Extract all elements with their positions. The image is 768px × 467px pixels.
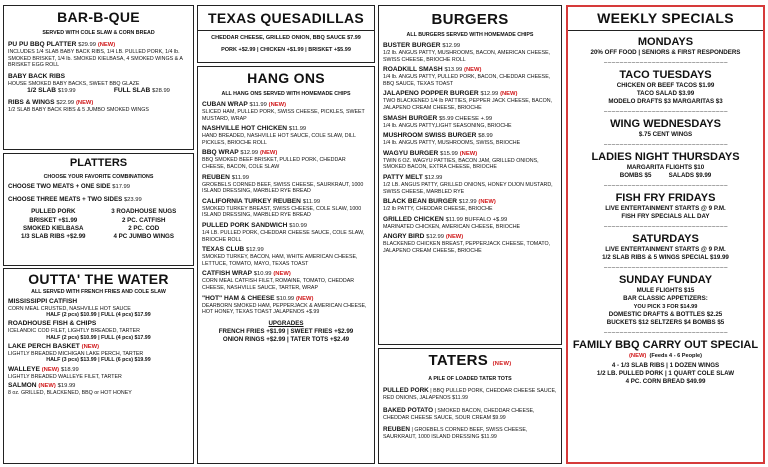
separator: – – – – – – – – – – – – – – – – – – – – – – – – – – – – – – –	[604, 60, 727, 66]
special-line: FISH FRY SPECIALS ALL DAY	[621, 213, 710, 220]
special-line: MULE FLIGHTS $15	[636, 287, 695, 294]
special-line: BOMBS $5 SALADS $9.99	[619, 172, 712, 179]
full-slab: FULL SLAB	[113, 87, 151, 95]
specials-title: WEEKLY SPECIALS	[597, 10, 734, 26]
carryout-line: 4 - 1/3 SLAB RIBS | 1 DOZEN WINGS	[611, 362, 720, 369]
option: 2 PC. CATFISH	[121, 216, 166, 224]
new-badge: (NEW)	[628, 353, 647, 359]
menu-item: GRILLED CHICKEN $11.99 BUFFALO +$.99 MARINATED CHICKEN, AMERICAN CHEESE, BRIOCHE	[383, 215, 521, 230]
menu-item: PULLED PORK SANDWICH $10.99 1/4 LB. PULLED PORK, CHEDDAR CHEESE SAUCE, COLE SLAW, BRIOCHE ROLL	[202, 221, 365, 243]
menu-item: BBQ WRAP $12.99 (NEW) BBQ SMOKED BEEF BRISKET, PULLED PORK, CHEDDAR CHEESE, BACON, COLE SLAW	[202, 149, 346, 170]
special-line: DOMESTIC DRAFTS & BOTTLES $2.25	[608, 311, 723, 318]
separator: – – – – – – – – – – – – – – – – – – – – – – – – – – – – – – –	[604, 330, 727, 336]
hangons-panel	[197, 66, 375, 464]
special-line: LIVE ENTERTAINMENT STARTS @ 9 P.M.	[605, 205, 726, 212]
menu-item: CATFISH WRAP $10.99 (NEW) CORN MEAL CATFISH FILET, ROMAINE, TOMATO, CHEDDAR CHEESE, NASHVILLE SAUCE, TARTER, WRAP	[202, 270, 355, 291]
carryout-line: 1/2 LB. PULLED PORK | 1 QUART COLE SLAW	[596, 370, 735, 377]
special-day: SATURDAYS	[632, 233, 699, 245]
half-slab: 1/2 SLAB	[27, 87, 57, 95]
combo-two-meats: CHOOSE TWO MEATS + ONE SIDE $17.99	[8, 183, 130, 190]
water-items	[4, 298, 193, 397]
menu-item: TEXAS CLUB $12.99 SMOKED TURKEY, BACON, HAM, WHITE AMERICAN CHEESE, LETTUCE, TOMATO, MAYO, TEXAS TOAST	[202, 246, 358, 267]
menu-item: CALIFORNIA TURKEY REUBEN $11.99 SMOKED TURKEY BREAST, SWISS CHEESE, COLE SLAW, 1000 ISLAND DRESSING, MARBLED RYE BREAD	[202, 197, 362, 219]
water-panel	[3, 268, 194, 464]
menu-item-pupu	[4, 41, 193, 69]
menu-item: PATTY MELT $12.99 1/2 LB. ANGUS PATTY, GRILLED ONIONS, HONEY DIJON MUSTARD, SWISS CHEESE, MARBLED RYE	[383, 173, 553, 195]
option: SMOKED KIELBASA	[22, 225, 84, 232]
menu-item: MUSHROOM SWISS BURGER $8.99 1/4 lb. ANGUS PATTY, MUSHROOMS, SWISS, BRIOCHE	[383, 132, 521, 147]
upgrades-line-2: ONION RINGS +$2.99 | TATER TOTS +$2.49	[222, 335, 350, 343]
menu-item: WAGYU BURGER $15.99 (NEW) TWIN 6 OZ. WAGYU PATTIES, BACON JAM, GRILLED ONIONS, SMOKED BACON, EXTRA CHEESE, BRIOCHE	[383, 149, 539, 171]
menu-item: REUBEN $11.99 GROEBELS CORNED BEEF, SWISS CHEESE, SAURKRAUT, 1000 ISLAND DRESSING, MARBLED RYE BREAD	[202, 173, 364, 195]
special-line: MARGARITA FLIGHTS $10	[626, 164, 705, 171]
menu-item: CUBAN WRAP $11.99 (NEW) SLICED HAM, PULLED PORK, SWISS CHEESE, PICKLES, SWEET MUSTARD, WRAP	[202, 101, 365, 122]
new-badge: (NEW)	[97, 42, 116, 48]
item-desc: HOUSE SMOKED BABY BACKS, SWEET BBQ GLAZE	[8, 80, 140, 87]
special-day: MONDAYS	[637, 36, 694, 48]
separator: – – – – – – – – – – – – – – – – – – – – – – – – – – – – – – –	[604, 109, 727, 115]
platters-subtitle: CHOOSE YOUR FAVORITE COMBINATIONS	[43, 174, 154, 180]
half-slab-price: $19.99	[57, 88, 76, 95]
combo-three-meats: CHOOSE THREE MEATS + TWO SIDES $23.99	[8, 195, 142, 203]
menu-item: PULLED PORK | BBQ PULLED PORK, CHEDDAR CHEESE SAUCE, RED ONIONS, JALAPENOS $11.99	[383, 387, 557, 401]
platters-panel	[3, 153, 194, 266]
menu-item: MISSISSIPPI CATFISH CORN MEAL CRUSTED, NASHVILLE HOT SAUCE HALF (2 pcs) $10.99 | FULL (4 pcs) $17.99	[8, 297, 151, 319]
separator: – – – – – – – – – – – – – – – – – – – – – – – – – – – – – – –	[604, 265, 727, 271]
hangons-title: HANG ONS	[247, 70, 325, 86]
option: 3 ROADHOUSE NUGS	[111, 208, 177, 216]
special-line: 20% OFF FOOD | SENIORS & FIRST RESPONDERS	[590, 49, 741, 56]
item-name: BABY BACK RIBS	[8, 72, 66, 80]
hangons-subtitle: ALL HANG ONS SERVED WITH HOMEMADE CHIPS	[221, 91, 351, 97]
menu-item-ribs-wings	[4, 99, 193, 114]
platters-title: PLATTERS	[69, 157, 128, 169]
taters-panel	[378, 348, 562, 464]
special-day: TACO TUESDAYS	[619, 69, 712, 81]
option: BRISKET +$1.99	[29, 216, 78, 224]
item-name: RIBS & WINGS	[8, 99, 55, 107]
special-line: BUCKETS $12 SELTZERS $4 BOMBS $5	[606, 319, 725, 326]
item-desc: INCLUDES 1/4 SLAB BABY BACK RIBS, 1/4 LB. PULLED PORK, 1/4 lb. SMOKED BRISKET, 1/4 lb. SMOKED KIELBASA, 4 SMOKED WINGS & A BRISKET EGG ROLL	[8, 49, 183, 69]
special-line: $.75 CENT WINGS	[638, 131, 693, 138]
separator: – – – – – – – – – – – – – – – – – – – – – – – – – – – – – – –	[604, 224, 727, 230]
platter-options-grid	[4, 208, 193, 242]
quesadillas-options: PORK +$2.99 | CHICKEN +$1.99 | BRISKET +$5.99	[221, 47, 351, 53]
menu-item: "HOT" HAM & CHEESE $10.99 (NEW) DEARBORN SMOKED HAM, PEPPERJACK & AMERICAN CHEESE, HOT HONEY, TEXAS TOAST JALAPENOS +$.99	[202, 294, 367, 316]
special-line: CHICKEN OR BEEF TACOS $1.99	[616, 82, 715, 89]
menu-item: ANGRY BIRD $12.99 (NEW) BLACKENED CHICKEN BREAST, PEPPERJACK CHEESE, TOMATO, JALAPENO CREAM CHEESE, BRIOCHE	[383, 233, 551, 254]
menu-item: SALMON (NEW) $19.99 8 oz. GRILLED, BLACKENED, BBQ or HOT HONEY	[8, 381, 132, 396]
quesadillas-panel	[197, 5, 375, 63]
option: 2 PC. COD	[128, 225, 160, 232]
new-badge: (NEW)	[492, 361, 512, 367]
quesadillas-desc: CHEDDAR CHEESE, GRILLED ONION, BBQ SAUCE $7.99	[211, 35, 361, 41]
menu-item: BLACK BEAN BURGER $12.99 (NEW) 1/2 lb PATTY, CHEDDAR CHEESE, BRIOCHE	[383, 198, 496, 213]
special-day: LADIES NIGHT THURSDAYS	[591, 151, 740, 163]
special-line: 1/2 SLAB RIBS & 5 WINGS SPECIAL $19.99	[602, 254, 729, 261]
taters-subtitle: A PILE OF LOADED TATER TOTS	[428, 376, 512, 382]
option: PULLED PORK	[31, 208, 76, 216]
bbq-panel	[3, 5, 194, 150]
carryout-feeds: (NEW) (Feeds 4 - 6 People)	[628, 353, 703, 359]
water-title: OUTTA' THE WATER	[28, 271, 169, 287]
menu-item: REUBEN | GROEBELS CORNED BEEF, SWISS CHEESE, SAURKRAUT, 1000 ISLAND DRESSING $11.99	[383, 426, 528, 441]
item-price: $29.99	[78, 42, 96, 48]
water-subtitle: ALL SERVED WITH FRENCH FRIES AND COLE SLAW	[31, 289, 166, 295]
taters-title: TATERS (NEW)	[428, 352, 512, 369]
separator: – – – – – – – – – – – – – – – – – – – – – – – – – – – – – – –	[604, 142, 727, 148]
item-price: $22.99	[56, 100, 75, 107]
bbq-title: BAR-B-QUE	[57, 9, 140, 25]
menu-item: NASHVILLE HOT CHICKEN $11.99 HAND BREADED, NASHVILLE HOT SAUCE, COLE SLAW, DILL PICKLES, BRIOCHE ROLL	[202, 125, 356, 146]
burgers-panel	[378, 5, 562, 345]
menu-item: ROADKILL SMASH $13.99 (NEW) 1/4 lb. ANGUS PATTY, PULLED PORK, BACON, CHEDDAR CHEESE, BBQ SAUCE, TEXAS TOAST	[383, 66, 551, 87]
special-line: LIVE ENTERTAINMENT STARTS @ 9 P.M.	[605, 246, 726, 253]
menu-item: BUSTER BURGER $12.99 1/2 lb. ANGUS PATTY, MUSHROOMS, BACON, AMERICAN CHEESE, SWISS CHEESE, BRIOCHE ROLL	[383, 42, 551, 63]
quesadillas-title: TEXAS QUESADILLAS	[207, 10, 364, 26]
carryout-line: 4 PC. CORN BREAD $49.99	[625, 378, 706, 385]
menu-item-baby-back-ribs	[4, 73, 193, 96]
bbq-subtitle: SERVED WITH COLE SLAW & CORN BREAD	[42, 30, 155, 36]
item-name: PU PU BBQ PLATTER	[8, 41, 77, 48]
menu-item: SMASH BURGER $5.99 CHEESE +.99 1/4 lb. ANGUS PATTY,LIGHT SEASONING, BRIOCHE	[383, 114, 512, 129]
separator: – – – – – – – – – – – – – – – – – – – – – – – – – – – – – – –	[604, 183, 727, 189]
menu-item: BAKED POTATO | SMOKED BACON, CHEDDAR CHEESE, CHEDDAR CHEESE SAUCE, SOUR CREAM $9.99	[383, 406, 535, 421]
menu-item: WALLEYE (NEW) $18.99 LIGHTLY BREADED WALLEYE FILET, TARTER	[8, 365, 122, 380]
specials-panel	[566, 5, 765, 464]
special-line: TACO SALAD $3.99	[636, 90, 695, 97]
new-badge: (NEW)	[75, 100, 94, 107]
special-day: WING WEDNESDAYS	[610, 118, 721, 130]
burgers-title: BURGERS	[431, 11, 509, 28]
special-day: SUNDAY FUNDAY	[618, 274, 713, 286]
upgrades-title: UPGRADES	[268, 319, 304, 327]
menu-item: JALAPENO POPPER BURGER $12.99 (NEW) TWO BLACKENED 1/4 lb PATTIES, PEPPER JACK CHEESE, BACON, JALAPENO CREAM CHEESE, BRIOCHE	[383, 90, 553, 111]
option: 4 PC JUMBO WINGS	[113, 233, 174, 241]
menu-item: ROADHOUSE FISH & CHIPS ICELANDIC COD FILET, LIGHTLY BREADED, TARTER HALF (2 pcs) $10.99 | FULL (4 pcs) $17.99	[8, 320, 151, 341]
special-line: MODELO DRAFTS $3 MARGARITAS $3	[608, 98, 723, 105]
hangons-items	[198, 101, 374, 316]
burgers-items	[379, 42, 561, 255]
upgrades-line-1: FRENCH FRIES +$1.99 | SWEET FRIES +$2.99	[218, 327, 354, 335]
full-slab-price: $28.99	[152, 88, 170, 95]
special-line: YOU PICK 3 FOR $14.99	[633, 304, 698, 310]
carryout-title: FAMILY BBQ CARRY OUT SPECIAL	[572, 339, 759, 351]
special-line: BAR CLASSIC APPETIZERS:	[623, 295, 708, 302]
burgers-subtitle: ALL BURGERS SERVED WITH HOMEMADE CHIPS	[406, 32, 534, 38]
option: 1/3 SLAB RIBS +$2.99	[21, 233, 86, 241]
item-desc: 1/2 SLAB BABY BACK RIBS & 5 JUMBO SMOKED WINGS	[8, 107, 149, 114]
special-day: FISH FRY FRIDAYS	[615, 192, 716, 204]
menu-item: LAKE PERCH BASKET (NEW) LIGHTLY BREADED MICHIGAN LAKE PERCH, TARTER HALF (3 pcs) $13.99 | FULL (6 pcs) $19.99	[8, 342, 151, 364]
